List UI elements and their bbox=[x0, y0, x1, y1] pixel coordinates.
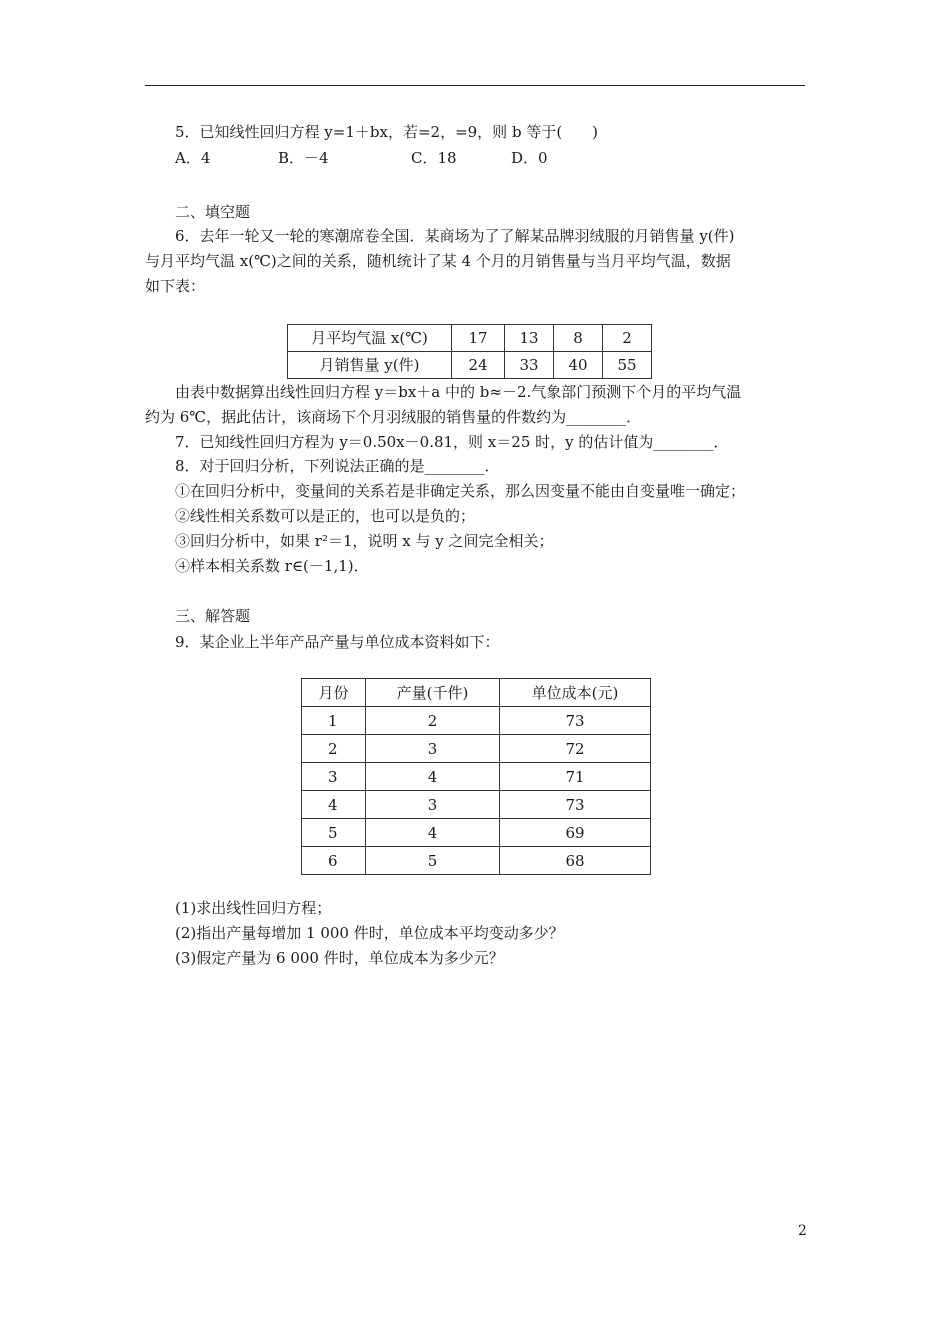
q6-after-1: 由表中数据算出线性回归方程 y＝bx＋a 中的 b≈－2.气象部门预测下个月的平均气温 bbox=[175, 383, 742, 401]
q9-cell-output: 2 bbox=[366, 707, 500, 735]
q6-row-label: 月销售量 y(件) bbox=[288, 352, 452, 379]
section-heading-fill-in: 二、填空题 bbox=[175, 203, 251, 221]
q6-line-1: 6．去年一轮又一轮的寒潮席卷全国．某商场为了了解某品牌羽绒服的月销售量 y(件) bbox=[175, 227, 735, 245]
q9-header-unit-cost: 单位成本(元) bbox=[500, 679, 651, 707]
q9-cell-month: 5 bbox=[302, 819, 366, 847]
q6-cell: 2 bbox=[603, 325, 652, 352]
q9-cell-month: 1 bbox=[302, 707, 366, 735]
q5-option-d: D．0 bbox=[511, 149, 548, 167]
q9-cell-cost: 73 bbox=[500, 791, 651, 819]
table-row bbox=[302, 735, 651, 763]
q9-header-month: 月份 bbox=[302, 679, 366, 707]
q9-cell-output: 4 bbox=[366, 763, 500, 791]
q9-cell-cost: 72 bbox=[500, 735, 651, 763]
table-row bbox=[302, 707, 651, 735]
q6-cell: 33 bbox=[505, 352, 554, 379]
q8-item-1: ①在回归分析中，变量间的关系若是非确定关系，那么因变量不能由自变量唯一确定； bbox=[175, 482, 746, 500]
q5-option-c: C．18 bbox=[411, 149, 457, 167]
q6-table bbox=[287, 324, 652, 379]
table-row bbox=[302, 819, 651, 847]
q6-line-2: 与月平均气温 x(℃)之间的关系，随机统计了某 4 个月的月销售量与当月平均气温，数据 bbox=[145, 252, 731, 270]
table-row bbox=[302, 763, 651, 791]
table-header-row bbox=[302, 679, 651, 707]
q6-row-label: 月平均气温 x(℃) bbox=[288, 325, 452, 352]
q8-item-2: ②线性相关系数可以是正的，也可以是负的； bbox=[175, 507, 476, 525]
table-row bbox=[288, 325, 652, 352]
q5-stem: 5．已知线性回归方程 y=1＋bx，若=2，=9，则 b 等于( ) bbox=[175, 123, 599, 141]
q9-cell-cost: 71 bbox=[500, 763, 651, 791]
q6-cell: 55 bbox=[603, 352, 652, 379]
q6-cell: 13 bbox=[505, 325, 554, 352]
q9-part-1: (1)求出线性回归方程； bbox=[175, 899, 332, 917]
q9-header-output: 产量(千件) bbox=[366, 679, 500, 707]
q9-cell-output: 4 bbox=[366, 819, 500, 847]
q9-cell-output: 3 bbox=[366, 735, 500, 763]
q5-option-a: A．4 bbox=[175, 149, 211, 167]
section-heading-answers: 三、解答题 bbox=[175, 607, 251, 625]
q9-cell-cost: 68 bbox=[500, 847, 651, 875]
table-row bbox=[302, 791, 651, 819]
q9-cell-cost: 73 bbox=[500, 707, 651, 735]
q9-part-2: (2)指出产量每增加 1 000 件时，单位成本平均变动多少？ bbox=[175, 924, 564, 942]
q9-table bbox=[301, 678, 651, 875]
q9-cell-month: 6 bbox=[302, 847, 366, 875]
q8-item-3: ③回归分析中，如果 r²＝1，说明 x 与 y 之间完全相关； bbox=[175, 532, 554, 550]
q6-cell: 17 bbox=[452, 325, 505, 352]
table-row bbox=[288, 352, 652, 379]
q8-item-4: ④样本相关系数 r∈(－1,1)． bbox=[175, 557, 369, 575]
page-number: 2 bbox=[798, 1223, 807, 1239]
q7-stem: 7．已知线性回归方程为 y＝0.50x－0.81，则 x＝25 时，y 的估计值为________． bbox=[175, 433, 729, 451]
q6-cell: 8 bbox=[554, 325, 603, 352]
q9-stem: 9．某企业上半年产品产量与单位成本资料如下： bbox=[175, 633, 500, 651]
q9-cell-output: 3 bbox=[366, 791, 500, 819]
q6-line-3: 如下表： bbox=[145, 277, 206, 295]
q9-cell-output: 5 bbox=[366, 847, 500, 875]
q9-cell-month: 3 bbox=[302, 763, 366, 791]
q6-cell: 40 bbox=[554, 352, 603, 379]
table-row bbox=[302, 847, 651, 875]
q9-part-3: (3)假定产量为 6 000 件时，单位成本为多少元？ bbox=[175, 949, 504, 967]
q5-option-b: B．－4 bbox=[278, 149, 329, 167]
q9-cell-month: 4 bbox=[302, 791, 366, 819]
q6-cell: 24 bbox=[452, 352, 505, 379]
q9-cell-cost: 69 bbox=[500, 819, 651, 847]
q6-after-2: 约为 6℃，据此估计，该商场下个月羽绒服的销售量的件数约为________． bbox=[145, 408, 642, 426]
q9-cell-month: 2 bbox=[302, 735, 366, 763]
header-rule bbox=[145, 85, 805, 86]
q8-stem: 8．对于回归分析，下列说法正确的是________． bbox=[175, 457, 500, 475]
